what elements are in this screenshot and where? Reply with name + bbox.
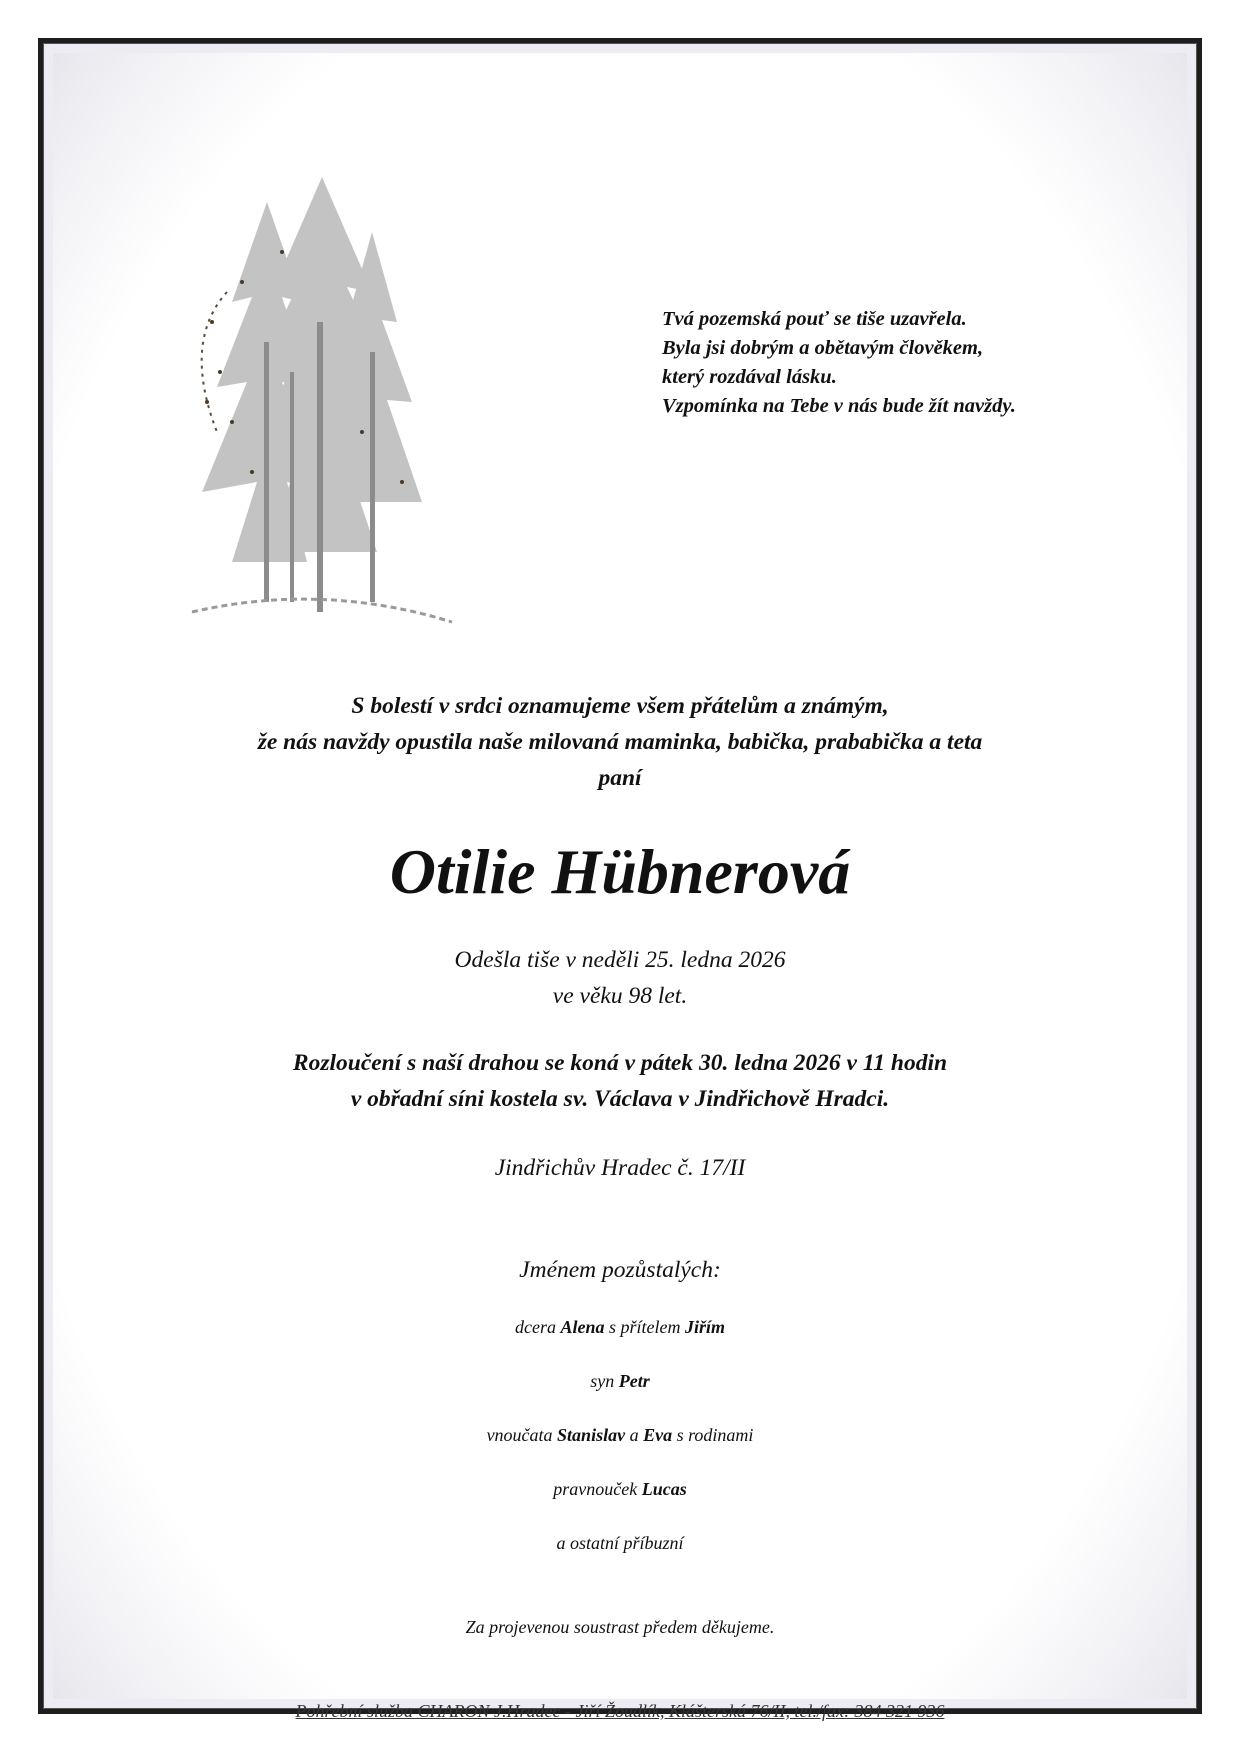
announcement-line: S bolestí v srdci oznamujeme všem přátelům a známým, [351,693,889,719]
relative-entry: pravnouček Lucas [553,1479,687,1499]
announcement [100,688,1140,796]
departure-date: Odešla tiše v neděli 25. ledna 2026 [454,947,786,973]
motto-line: Vzpomínka na Tebe v nás bude žít navždy. [662,395,1016,417]
pine-trees-illustration [172,172,472,652]
relative-entry: a ostatní příbuzní [556,1533,684,1553]
relative-entry: dcera Alena s přítelem Jiřím [514,1317,725,1337]
motto-line: který rozdával lásku. [662,366,837,388]
thanks-note: Za projevenou soustrast předem děkujeme. [465,1617,775,1637]
farewell-ceremony [100,1045,1140,1117]
farewell-line: Rozloučení s naší drahou se koná v pátek 30. ledna 2026 v 11 hodin [292,1050,948,1076]
farewell-line: v obřadní síni kostela sv. Václava v Jindřichově Hradci. [350,1086,890,1112]
on-behalf-heading: Jménem pozůstalých: [519,1257,721,1283]
deceased-name: Otilie Hübnerová [389,836,851,907]
motto-line: Byla jsi dobrým a obětavým člověkem, [662,337,984,359]
announcement-line: paní [598,765,642,791]
motto-verse [662,305,1122,421]
relative-entry: vnoučata Stanislav a Eva s rodinami [486,1425,754,1445]
relative-entry: syn Petr [590,1371,650,1391]
footer-text: Pohřební služba CHARON J.Hradec - Jiří Žoudlík, Klášterská 76/II, tel./fax: 384 321 936 [295,1701,945,1721]
departure-info [100,942,1140,1014]
funeral-service-footer [100,1700,1140,1722]
age: ve věku 98 let. [552,983,688,1009]
address: Jindřichův Hradec č. 17/II [494,1155,746,1181]
announcement-line: že nás navždy opustila naše milovaná maminka, babička, prababička a teta [257,729,983,755]
motto-line: Tvá pozemská pouť se tiše uzavřela. [662,308,967,330]
